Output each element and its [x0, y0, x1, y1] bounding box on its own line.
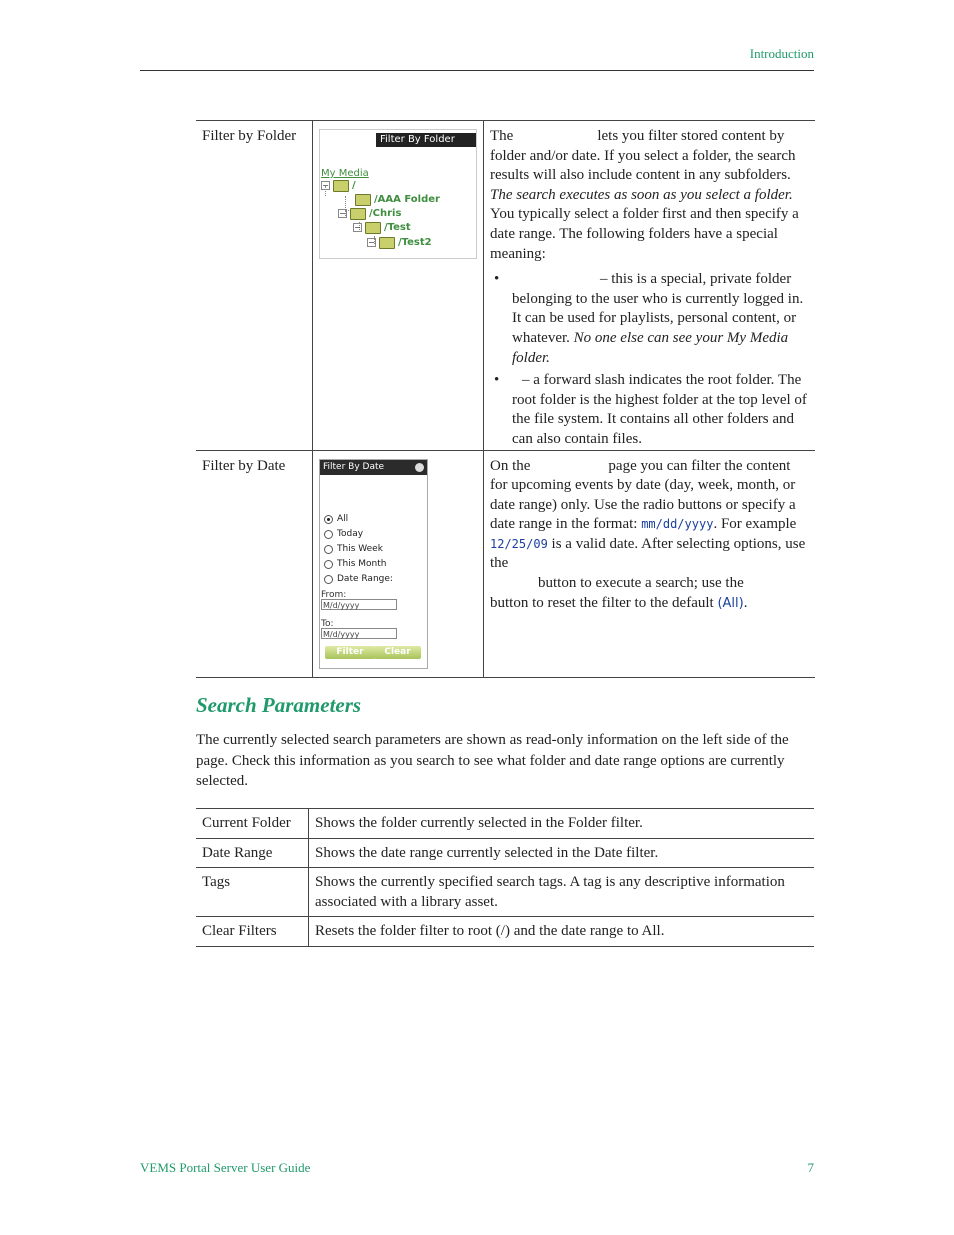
- filter-table: [196, 120, 815, 678]
- collapse-icon[interactable]: −: [368, 238, 375, 248]
- special-folders-list: [490, 270, 809, 449]
- date-widget-cell: [313, 450, 484, 677]
- radio-icon[interactable]: [324, 530, 333, 539]
- radio-icon[interactable]: [324, 560, 333, 569]
- folder-filter-widget: [319, 129, 477, 259]
- param-value: Shows the folder currently selected in the Folder filter.: [309, 809, 815, 839]
- param-key: Tags: [196, 868, 309, 917]
- to-label: To:: [321, 618, 334, 629]
- clear-button[interactable]: Clear: [374, 646, 421, 659]
- param-key: Clear Filters: [196, 917, 309, 947]
- footer-title: VEMS Portal Server User Guide: [140, 1160, 311, 1175]
- filter-button[interactable]: Filter: [325, 646, 375, 659]
- param-key: Current Folder: [196, 809, 309, 839]
- params-table: [196, 808, 814, 947]
- collapse-knob-icon[interactable]: [415, 463, 424, 472]
- radio-icon[interactable]: [324, 575, 333, 584]
- table-row: [196, 121, 815, 451]
- table-row: [196, 838, 814, 868]
- table-row: [196, 868, 814, 917]
- my-media-link[interactable]: My Media: [321, 168, 369, 179]
- folder-widget-title: Filter By Folder: [376, 133, 476, 147]
- folder-node-aaa[interactable]: /AAA Folder: [355, 190, 440, 210]
- from-date-field[interactable]: M/d/yyyy: [321, 599, 397, 610]
- page-number: 7: [807, 1160, 814, 1175]
- list-item: • – a forward slash indicates the root folder. The root folder is the highest folder at the top level of the file system. It contains all other folders and can also contain files.: [512, 371, 809, 449]
- radio-icon[interactable]: [324, 545, 333, 554]
- date-filter-widget: [319, 459, 428, 669]
- param-key: Date Range: [196, 838, 309, 868]
- table-row: [196, 809, 814, 839]
- date-format: mm/dd/yyyy: [641, 517, 714, 532]
- collapse-icon[interactable]: −: [339, 209, 346, 219]
- folder-widget-cell: [313, 121, 484, 451]
- radio-all[interactable]: All: [324, 510, 348, 530]
- table-row: [196, 450, 815, 677]
- radio-this-month[interactable]: This Month: [324, 555, 386, 575]
- folder-icon: [365, 222, 381, 234]
- param-value: Shows the date range currently selected in the Date filter.: [309, 838, 815, 868]
- param-value: Shows the currently specified search tags. A tag is any descriptive information associated with a library asset.: [309, 868, 815, 917]
- list-item: • – this is a special, private folder belonging to the user who is currently logged in. It can be used for playlists, personal content, or whatever. No one else can see your My Media folder.: [512, 270, 809, 368]
- default-value: (All): [717, 595, 744, 611]
- section-intro: The currently selected search parameters are shown as read-only information on the left side of the page. Check this information as you search to see what folder and date range options are currently selected.: [196, 732, 789, 789]
- folder-node-chris[interactable]: − /Chris: [339, 208, 402, 219]
- collapse-icon[interactable]: −: [322, 181, 329, 191]
- header-section-label: Introduction: [749, 46, 814, 61]
- filter-folder-label: Filter by Folder: [196, 121, 313, 451]
- header-rule: [140, 70, 814, 71]
- filter-date-description: On the page you can filter the content for upcoming events by date (day, week, month, or date range) only. Use the radio buttons or specify a date range in the format: mm/dd/yyyy. For example 12/25/09 is a valid date. After selecting options, use the button to execute a search; use thebutton to reset the filter to the default (All).: [484, 450, 816, 677]
- folder-node-test[interactable]: − /Test: [354, 222, 411, 233]
- folder-node-root[interactable]: − /: [322, 180, 356, 191]
- from-label: From:: [321, 589, 347, 600]
- radio-today[interactable]: Today: [324, 525, 363, 545]
- folder-icon: [379, 237, 395, 249]
- radio-this-week[interactable]: This Week: [324, 540, 383, 560]
- radio-date-range[interactable]: Date Range:: [324, 570, 393, 590]
- filter-date-label: Filter by Date: [196, 450, 313, 677]
- date-example: 12/25/09: [490, 536, 548, 551]
- date-widget-title: Filter By Date: [320, 460, 427, 475]
- param-value: Resets the folder filter to root (/) and the date range to All.: [309, 917, 815, 947]
- table-row: [196, 917, 814, 947]
- to-date-field[interactable]: M/d/yyyy: [321, 628, 397, 639]
- filter-folder-description: The lets you filter stored content by folder and/or date. If you select a folder, the search results will also include content in any subfolders. The search executes as soon as you select a folder. You typically select a folder first and then specify a date range. The following folders have a special meaning: • – this is a special, private folder belonging to the user who is currently logged in. It can be used for playlists, personal content, or whatever. No one else can see your My Media folder. • – a forward slash indicates the root folder. The root folder is the highest folder at the top level of the file system. It contains all other folders and can also contain files.: [484, 121, 816, 451]
- folder-node-test2[interactable]: − /Test2: [368, 237, 432, 248]
- folder-icon: [333, 180, 349, 192]
- collapse-icon[interactable]: −: [354, 223, 361, 233]
- radio-icon[interactable]: [324, 515, 333, 524]
- section-title: Search Parameters: [196, 693, 362, 717]
